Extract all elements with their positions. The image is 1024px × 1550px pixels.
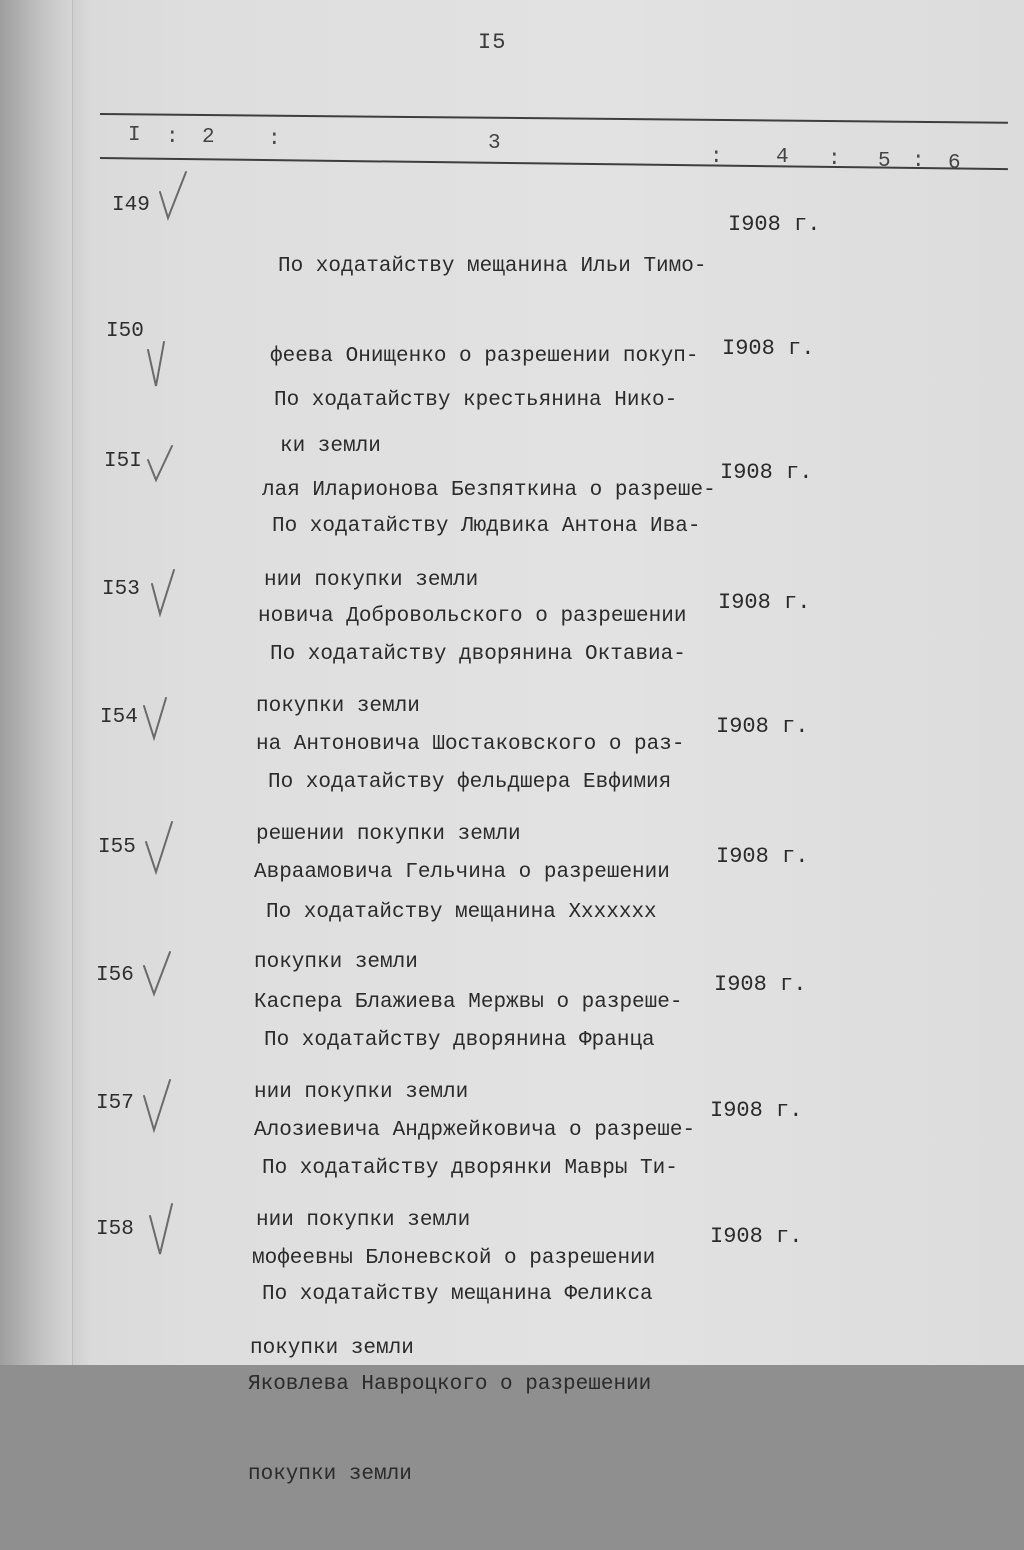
entry-year: I908 г.: [722, 336, 815, 361]
entry-number: I58: [96, 1218, 134, 1241]
entry-line: феева Онищенко о разрешении покуп-: [270, 345, 699, 368]
entry-number: I5I: [104, 450, 142, 473]
entry-number: I55: [98, 836, 136, 859]
entry-number: I54: [100, 706, 138, 729]
column-header-1: I: [128, 124, 141, 147]
entry-year: I908 г.: [714, 972, 807, 997]
entry-line: мофеевны Блоневской о разрешении: [252, 1247, 656, 1270]
checkmark-icon: [142, 336, 176, 392]
entry-year: I908 г.: [710, 1098, 803, 1123]
column-header-4: 4: [776, 146, 789, 169]
column-separator: :: [710, 146, 723, 169]
entry-line: решении покупки земли: [256, 823, 521, 846]
entry-line: новича Добровольского о разрешении: [258, 605, 687, 628]
column-separator: :: [828, 148, 841, 171]
entry-line: покупки земли: [254, 951, 418, 974]
column-separator: :: [166, 126, 179, 149]
entry-year: I908 г.: [718, 590, 811, 615]
checkmark-icon: [140, 952, 174, 1008]
column-header-2: 2: [202, 126, 215, 149]
entry-line: По ходатайству мещанина Ильи Тимо-: [278, 255, 707, 278]
entry-year: I908 г.: [720, 460, 813, 485]
entry-year: I908 г.: [716, 844, 809, 869]
column-header-3: 3: [488, 132, 501, 155]
entry-line: покупки земли: [256, 695, 420, 718]
entry-line: По ходатайству дворянина Октавиа-: [270, 643, 686, 666]
entry-line: По ходатайству дворянки Мавры Ти-: [262, 1157, 678, 1180]
entry-line: Авраамовича Гельчина о разрешении: [254, 861, 670, 884]
checkmark-icon: [148, 570, 182, 626]
checkmark-icon: [144, 444, 178, 500]
entry-line: Алозиевича Андржейковича о разреше-: [254, 1119, 696, 1142]
checkmark-icon: [142, 820, 176, 876]
entry-line: По ходатайству фельдшера Евфимия: [268, 771, 672, 794]
entry-line: нии покупки земли: [254, 1081, 469, 1104]
entry-year: I908 г.: [710, 1224, 803, 1249]
entry-line: нии покупки земли: [264, 569, 479, 592]
entry-number: I50: [106, 320, 144, 343]
entry-line: По ходатайству крестьянина Нико-: [274, 389, 678, 412]
column-separator: :: [268, 128, 281, 151]
page-number: I5: [478, 30, 507, 55]
column-separator: :: [912, 150, 925, 173]
column-header-6: 6: [948, 152, 961, 175]
entry-line: нии покупки земли: [256, 1209, 471, 1232]
checkmark-icon: [146, 1202, 180, 1258]
entry-line: лая Иларионова Безпяткина о разреше-: [262, 479, 716, 502]
entry-number: I56: [96, 964, 134, 987]
checkmark-icon: [156, 168, 190, 224]
entry-line: ки земли: [280, 435, 381, 458]
entry-line: Яковлева Навроцкого о разрешении: [248, 1373, 652, 1396]
entry-number: I49: [112, 194, 150, 217]
checkmark-icon: [140, 1078, 174, 1134]
entry-line: По ходатайству мещанина Феликса: [262, 1283, 653, 1306]
entry-year: I908 г.: [728, 212, 821, 237]
entry-line: покупки земли: [250, 1337, 414, 1360]
entry-line: Каспера Блажиева Мержвы о разреше-: [254, 991, 683, 1014]
entry-year: I908 г.: [716, 714, 809, 739]
entry-line: По ходатайству Людвика Антона Ива-: [272, 515, 701, 538]
entry-number: I57: [96, 1092, 134, 1115]
entry-line: По ходатайству мещанина Ххххххх: [266, 901, 657, 924]
entry-number: I53: [102, 578, 140, 601]
entry-line: на Антоновича Шостаковского о раз-: [256, 733, 685, 756]
column-header-5: 5: [878, 150, 891, 173]
entry-line: покупки земли: [248, 1463, 412, 1486]
checkmark-icon: [140, 698, 174, 754]
entry-line: По ходатайству дворянина Франца: [264, 1029, 655, 1052]
list-item: [0, 1214, 1024, 1486]
